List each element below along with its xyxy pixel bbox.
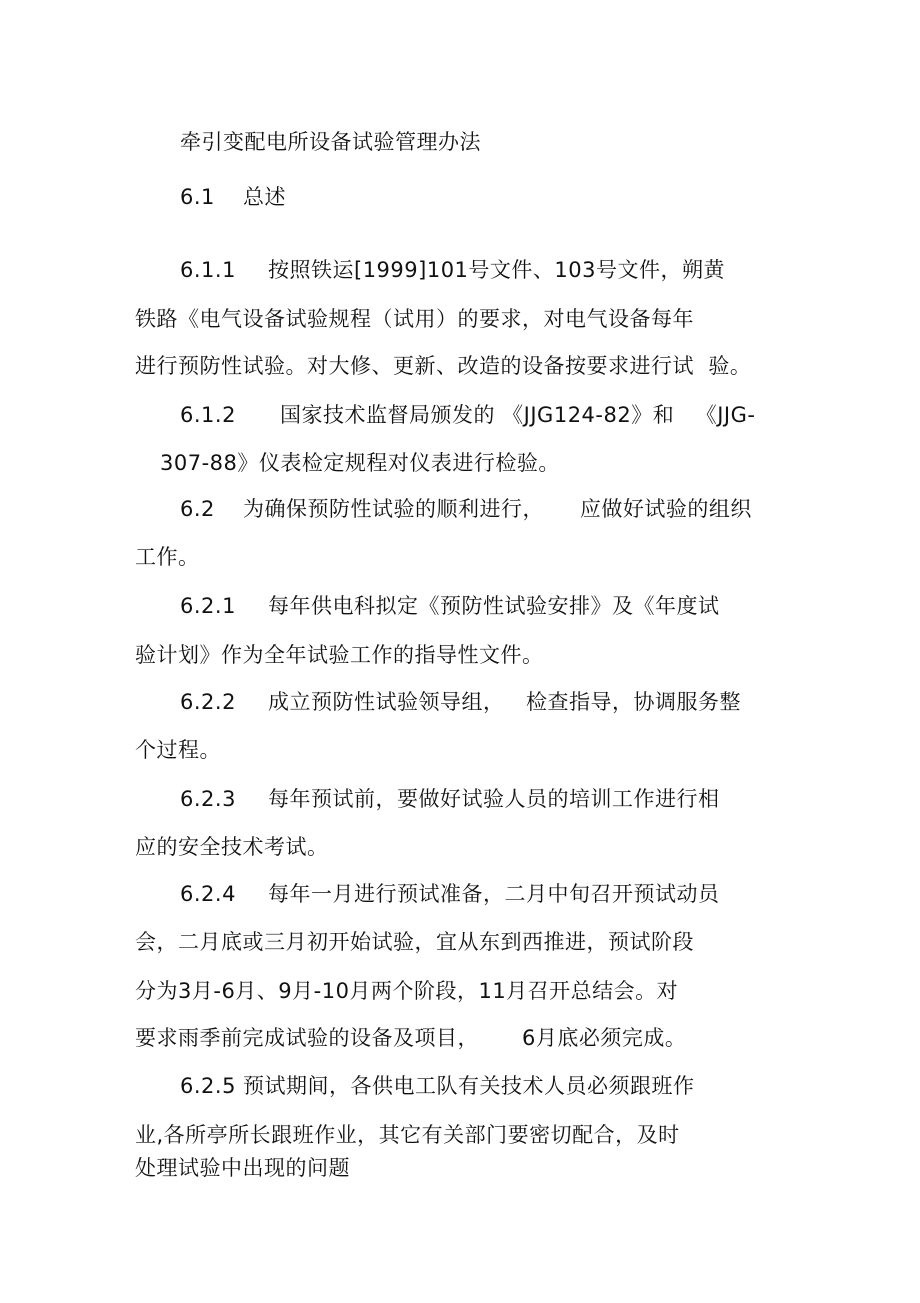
paragraph-line: 个过程。 — [135, 738, 221, 762]
paragraph-line: 会，二月底或三月初开始试验，宜从东到西推进，预试阶段 — [135, 930, 694, 954]
clause-number: 6.2 — [180, 497, 215, 521]
paragraph-line: 按照铁运[1999]101号文件、103号文件，朔黄 — [268, 258, 725, 282]
paragraph-line: 验计划》作为全年试验工作的指导性文件。 — [135, 643, 544, 667]
paragraph-line: 每年预试前，要做好试验人员的培训工作进行相 — [268, 787, 720, 811]
paragraph-line: 成立预防性试验领导组， 检查指导，协调服务整 — [268, 690, 742, 714]
clause-number: 6.2.3 — [180, 787, 236, 811]
clause-number: 6.2.4 — [180, 882, 236, 906]
paragraph-line: 业,各所亭所长跟班作业，其它有关部门要密切配合，及时 — [135, 1123, 680, 1147]
paragraph-line: 每年供电科拟定《预防性试验安排》及《年度试 — [268, 594, 720, 618]
paragraph-line: 铁路《电气设备试验规程（试用）的要求，对电气设备每年 — [135, 307, 694, 331]
paragraph-line: 工作。 — [135, 545, 200, 569]
clause-number: 6.1.2 — [180, 403, 236, 427]
clause-number: 6.2.5 — [180, 1074, 236, 1098]
paragraph-line: 国家技术监督局颁发的 《JJG124-82》和 《JJG- — [280, 403, 756, 427]
paragraph-line: 预试期间，各供电工队有关技术人员必须跟班作 — [243, 1074, 695, 1098]
document-title: 牵引变配电所设备试验管理办法 — [180, 130, 481, 154]
paragraph-line: 307-88》仪表检定规程对仪表进行检验。 — [160, 451, 560, 475]
paragraph-line: 进行预防性试验。对大修、更新、改造的设备按要求进行试 验。 — [135, 354, 752, 378]
paragraph-line: 每年一月进行预试准备，二月中旬召开预试动员 — [268, 882, 720, 906]
paragraph-line: 处理试验中出现的问题 — [135, 1156, 350, 1180]
clause-number: 6.2.1 — [180, 594, 236, 618]
paragraph-line: 为确保预防性试验的顺利进行， 应做好试验的组织 — [243, 497, 752, 521]
clause-number: 6.1.1 — [180, 258, 236, 282]
section-number: 6.1 — [180, 185, 215, 209]
paragraph-line: 应的安全技术考试。 — [135, 835, 329, 859]
clause-number: 6.2.2 — [180, 690, 236, 714]
paragraph-line: 要求雨季前完成试验的设备及项目， 6月底必须完成。 — [135, 1026, 687, 1050]
section-heading: 总述 — [243, 185, 286, 209]
paragraph-line: 分为3月-6月、9月-10月两个阶段，11月召开总结会。对 — [135, 979, 679, 1003]
